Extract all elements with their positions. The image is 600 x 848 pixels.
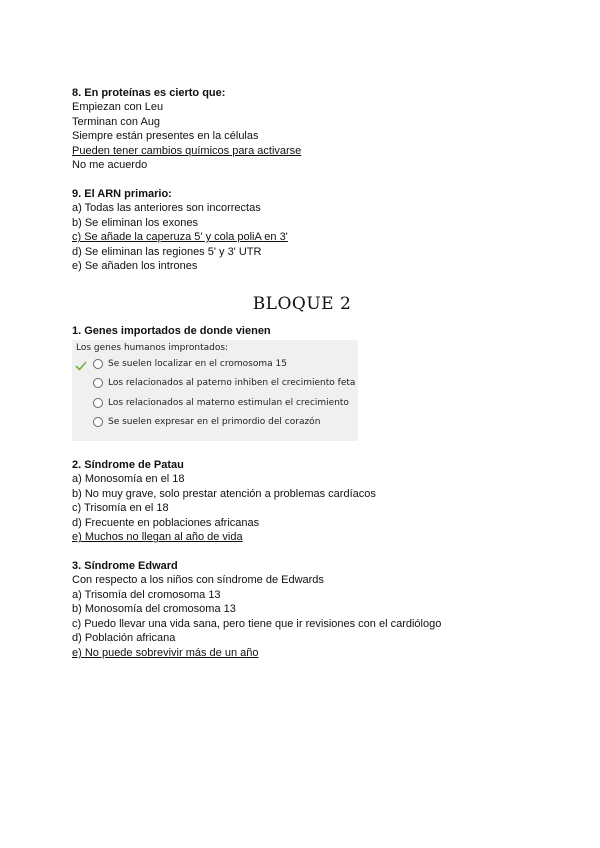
q8-option-4-answer: Pueden tener cambios químicos para activarse xyxy=(72,144,302,157)
b2q3-option-e-answer: e) No puede sobrevivir más de un año xyxy=(72,646,259,659)
b2q2-option-b: b) No muy grave, solo prestar atención a problemas cardíacos xyxy=(72,487,376,500)
b2q2-option-c: c) Trisomía en el 18 xyxy=(72,502,169,515)
embedded-quiz-screenshot xyxy=(72,340,358,441)
q8-option-5: No me acuerdo xyxy=(72,159,148,172)
radio-icon xyxy=(93,417,103,427)
q8-option-3: Siempre están presentes en la células xyxy=(72,130,259,143)
b2q1-title: 1. Genes importados de donde vienen xyxy=(72,324,271,337)
shot-option-1: Se suelen localizar en el cromosoma 15 xyxy=(93,359,287,369)
radio-icon xyxy=(93,378,103,388)
b2q2-title: 2. Síndrome de Patau xyxy=(72,458,184,471)
b2q3-option-b: b) Monosomía del cromosoma 13 xyxy=(72,603,236,616)
shot-option-4: Se suelen expresar en el primordio del corazón xyxy=(93,417,320,427)
radio-icon xyxy=(93,359,103,369)
shot-option-3: Los relacionados al materno estimulan el crecimiento xyxy=(93,398,349,408)
b2q3-option-d: d) Población africana xyxy=(72,632,176,645)
b2q3-option-a: a) Trisomía del cromosoma 13 xyxy=(72,588,221,601)
checkmark-icon xyxy=(75,360,87,372)
radio-icon xyxy=(93,398,103,408)
b2q3-option-c: c) Puedo llevar una vida sana, pero tiene que ir revisiones con el cardiólogo xyxy=(72,617,442,630)
b2q3-intro: Con respecto a los niños con síndrome de Edwards xyxy=(72,573,324,586)
q9-option-d: d) Se eliminan las regiones 5' y 3' UTR xyxy=(72,245,262,258)
shot-header: Los genes humanos improntados: xyxy=(76,342,229,353)
q8-title: 8. En proteínas es cierto que: xyxy=(72,87,226,99)
q8-option-2: Terminan con Aug xyxy=(72,115,161,128)
q9-option-a: a) Todas las anteriores son incorrectas xyxy=(72,201,261,214)
q9-option-b: b) Se eliminan los exones xyxy=(72,216,198,229)
b2q3-title: 3. Síndrome Edward xyxy=(72,559,178,572)
document-page xyxy=(72,86,532,660)
section-heading-bloque-2: BLOQUE 2 xyxy=(252,293,352,314)
b2q2-option-a: a) Monosomía en el 18 xyxy=(72,472,185,485)
q9-option-e: e) Se añaden los intrones xyxy=(72,260,198,273)
q9-title: 9. El ARN primario: xyxy=(72,187,172,200)
b2q2-option-e-answer: e) Muchos no llegan al año de vida xyxy=(72,531,243,544)
shot-option-2: Los relacionados al paterno inhiben el crecimiento feta xyxy=(93,378,355,388)
q8-option-1: Empiezan con Leu xyxy=(72,101,164,113)
b2q2-option-d: d) Frecuente en poblaciones africanas xyxy=(72,516,260,529)
q9-option-c-answer: c) Se añade la caperuza 5' y cola poliA en 3' xyxy=(72,231,288,244)
